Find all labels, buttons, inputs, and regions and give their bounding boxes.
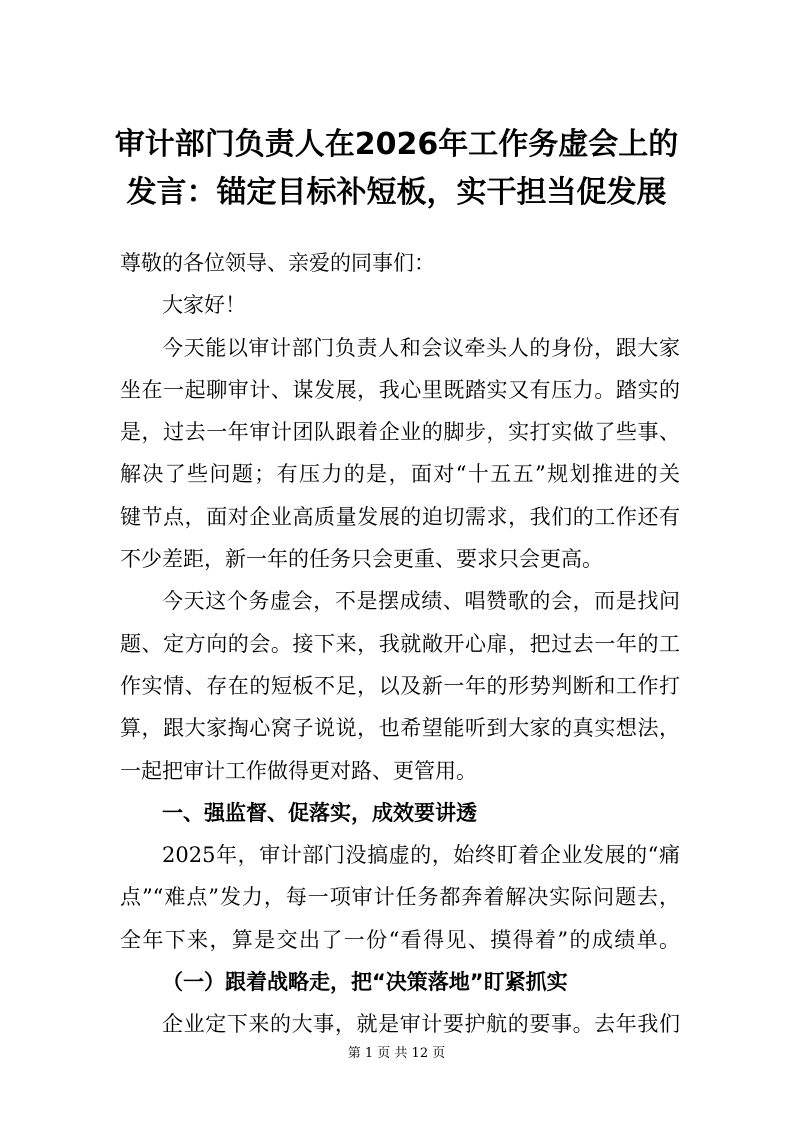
paragraph-line: 2025年，审计部门没搞虚的，始终盯着企业发展的“痛 <box>162 843 680 868</box>
paragraph-line: 点”“难点”发力，每一项审计任务都奔着解决实际问题去， <box>120 885 680 910</box>
paragraph-line: 是，过去一年审计团队跟着企业的脚步，实打实做了些事、 <box>120 420 680 445</box>
paragraph-line: 今天能以审计部门负责人和会议牵头人的身份，跟大家 <box>162 335 680 360</box>
paragraph-line: 大家好！ <box>162 293 246 318</box>
paragraph-line: 一起把审计工作做得更对路、更管用。 <box>120 758 477 783</box>
page-footer: 第 1 页 共 12 页 <box>347 1046 446 1061</box>
paragraph-line: 不少差距，新一年的任务只会更重、要求只会更高。 <box>120 547 603 572</box>
document-title-line-2: 发言：锚定目标补短板，实干担当促发展 <box>126 175 667 210</box>
paragraph-line: 今天这个务虚会，不是摆成绩、唱赞歌的会，而是找问 <box>162 589 680 614</box>
paragraph-line: 坐在一起聊审计、谋发展，我心里既踏实又有压力。踏实的 <box>120 377 680 402</box>
section-heading: （一）跟着战略走，把“决策落地”盯紧抓实 <box>162 970 568 995</box>
paragraph-line: 键节点，面对企业高质量发展的迫切需求，我们的工作还有 <box>120 504 680 529</box>
paragraph-line: 全年下来，算是交出了一份“看得见、摸得着”的成绩单。 <box>120 927 680 952</box>
paragraph-line: 尊敬的各位领导、亲爱的同事们： <box>120 251 435 275</box>
document-title-line-1: 审计部门负责人在2026年工作务虚会上的 <box>114 127 679 162</box>
paragraph-line: 企业定下来的大事，就是审计要护航的要事。去年我们 <box>162 1012 680 1037</box>
paragraph-line: 题、定方向的会。接下来，我就敞开心扉，把过去一年的工 <box>120 631 680 656</box>
paragraph-line: 作实情、存在的短板不足，以及新一年的形势判断和工作打 <box>120 673 680 698</box>
document-body <box>120 242 680 1046</box>
paragraph-line: 解决了些问题；有压力的是，面对“十五五”规划推进的关 <box>120 462 680 487</box>
section-heading: 一、强监督、促落实，成效要讲透 <box>162 800 477 825</box>
paragraph-line: 算，跟大家掏心窝子说说，也希望能听到大家的真实想法， <box>120 716 680 741</box>
